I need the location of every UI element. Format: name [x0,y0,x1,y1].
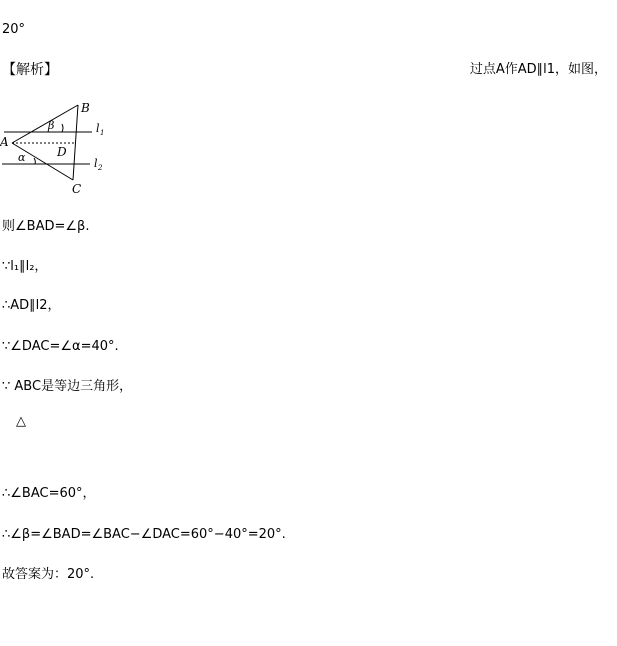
label-l2-sub: 2 [98,164,103,172]
intro-text: 过点A作AD∥l1，如图， [469,62,607,77]
step-1: 则∠BAD=∠β. [2,219,90,234]
step-6: ∴∠BAC=60°， [2,486,96,501]
step-7: ∴∠β=∠BAD=∠BAC−∠DAC=60°−40°=20°. [2,527,286,542]
label-b: B [81,101,90,115]
triangle-symbol: △ [16,414,26,429]
analysis-heading: 【解析】 [2,62,58,78]
geometry-figure [0,98,112,200]
step-2: ∵l₁∥l₂， [2,259,48,274]
answer-text: 20° [2,22,26,37]
step-5: ∵ ABC是等边三角形， [2,379,133,394]
step-4: ∵∠DAC=∠α=40°. [2,339,119,354]
step-3: ∴AD∥l2， [2,298,61,313]
label-l1: l [96,122,100,135]
label-a: A [0,135,9,149]
label-d: D [57,145,67,159]
label-l2: l [94,157,98,170]
label-alpha: α [18,151,26,164]
label-c: C [72,182,82,196]
label-beta: β [48,119,55,132]
side-ab [12,105,78,143]
angle-alpha-arc [34,158,35,164]
step-8: 故答案为：20°. [2,567,95,582]
label-l1-sub: 1 [100,129,105,137]
angle-beta-arc [62,124,63,132]
